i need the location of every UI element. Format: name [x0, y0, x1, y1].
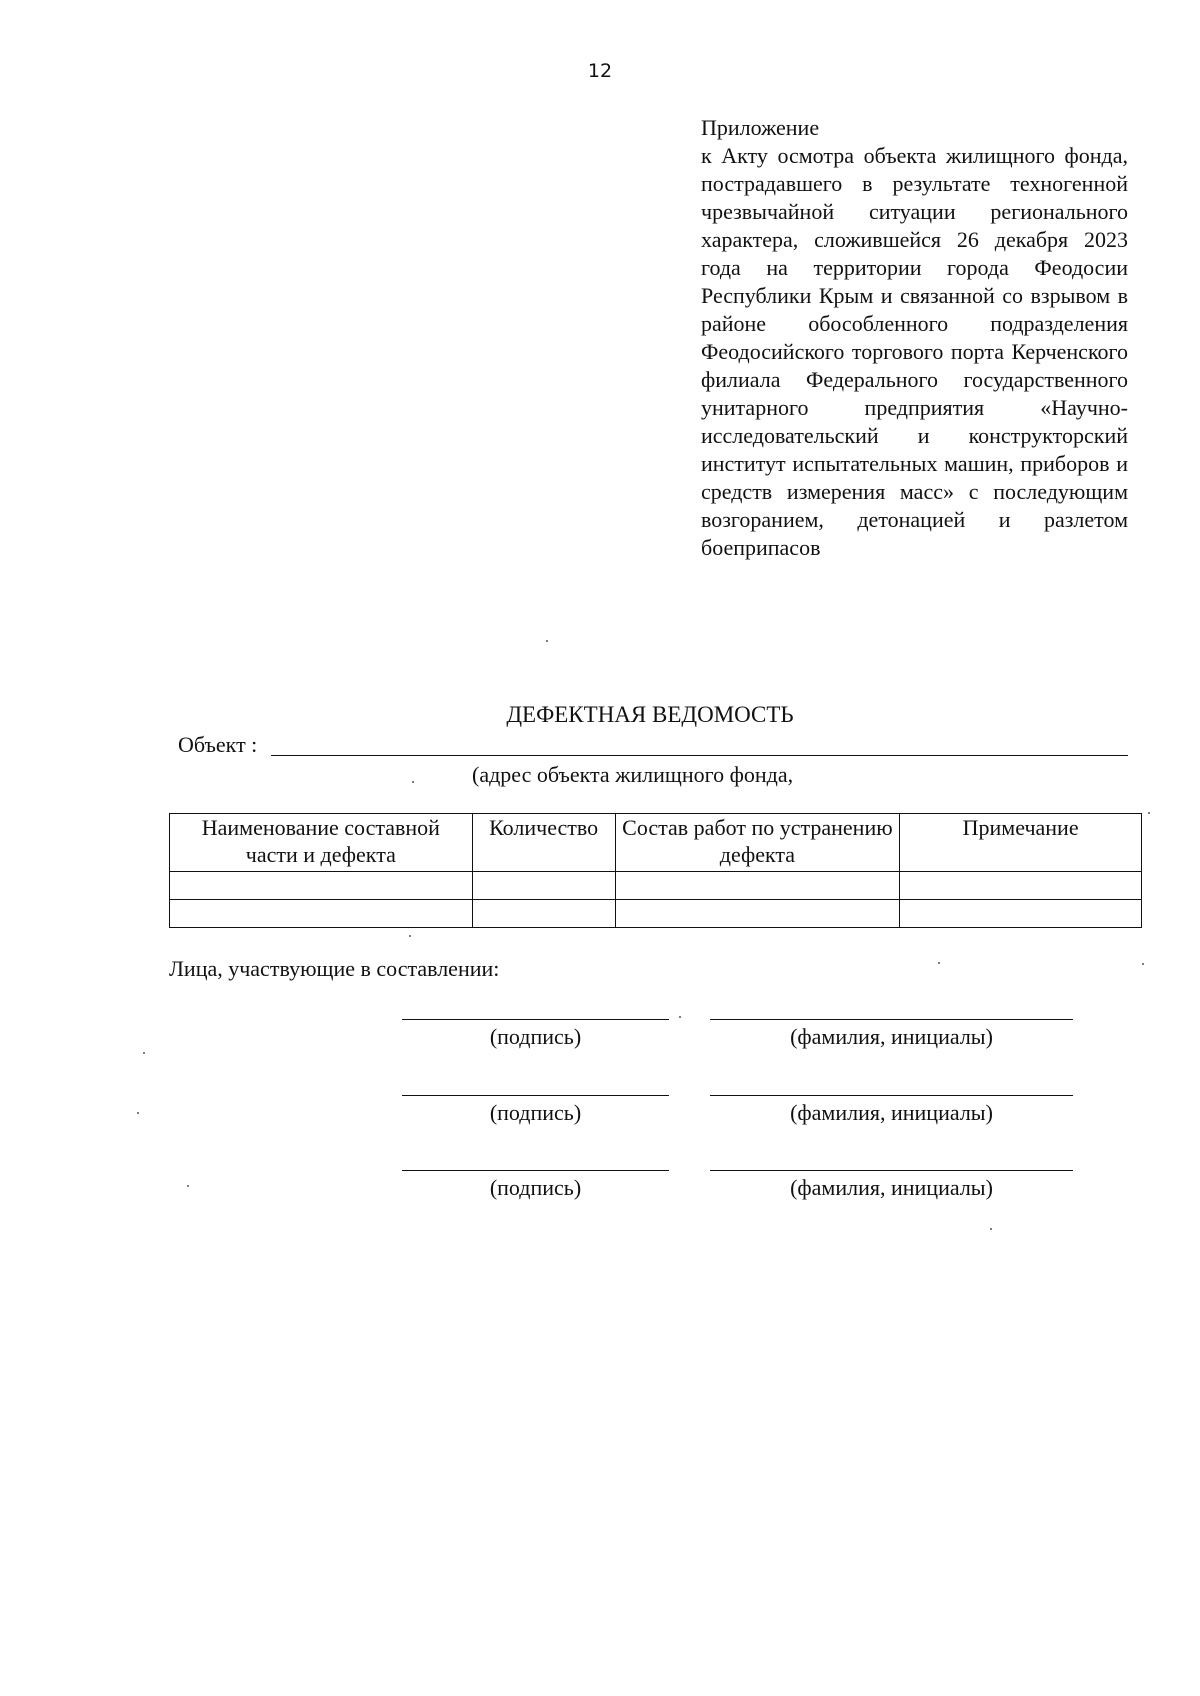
table-row [170, 872, 1142, 900]
table-cell[interactable] [900, 872, 1142, 900]
object-address-field[interactable] [271, 755, 1128, 756]
table-cell[interactable] [170, 872, 473, 900]
header-note: Примечание [900, 814, 1142, 872]
object-address-caption: (адрес объекта жилищного фонда, [472, 762, 794, 787]
object-row [178, 732, 1128, 762]
appendix-title: Приложение [701, 115, 820, 140]
defects-table [169, 813, 1142, 928]
header-work-scope: Состав работ по устранению дефекта [615, 814, 900, 872]
object-label: Объект : [178, 732, 258, 757]
signature-line[interactable] [402, 1095, 669, 1096]
name-line[interactable] [710, 1095, 1073, 1096]
scan-speck [409, 935, 411, 937]
table-cell[interactable] [900, 900, 1142, 928]
header-quantity: Количество [472, 814, 615, 872]
scan-speck [679, 1016, 681, 1018]
scan-speck [1142, 963, 1144, 965]
page-number: 12 [587, 60, 613, 82]
table-row [170, 900, 1142, 928]
signature-caption: (подпись) [489, 1100, 582, 1125]
table-cell[interactable] [615, 872, 900, 900]
scan-speck [143, 1052, 145, 1054]
name-caption: (фамилия, инициалы) [790, 1024, 993, 1049]
participants-label: Лица, участвующие в составлении: [169, 956, 500, 981]
table-cell[interactable] [170, 900, 473, 928]
scan-speck [187, 1185, 189, 1187]
appendix-text: к Акту осмотра объекта жилищного фонда, пострадавшего в результате техногенной чрезвычайной ситуации регионального характера, сложившейся 26 декабря 2023 года на территории города Феодосии Республики Крым и связанной со взрывом в районе обособленного подразделения Феодосийского торгового порта Керченского филиала Федерального государственного унитарного предприятия «Научно-исследовательский и конструкторский институт испытательных машин, приборов и средств измерения масс» с последующим возгоранием, детонацией и разлетом боеприпасов [701, 143, 1128, 560]
name-line[interactable] [710, 1170, 1073, 1171]
signature-caption: (подпись) [489, 1024, 582, 1049]
scan-speck [938, 962, 940, 964]
appendix-block [701, 114, 1128, 562]
signature-line[interactable] [402, 1170, 669, 1171]
scan-speck [137, 1112, 139, 1114]
scan-speck [1148, 812, 1150, 814]
name-caption: (фамилия, инициалы) [790, 1175, 993, 1200]
signature-line[interactable] [402, 1019, 669, 1020]
document-title: ДЕФЕКТНАЯ ВЕДОМОСТЬ [506, 702, 794, 727]
scan-speck [412, 781, 414, 783]
scan-speck [990, 1228, 992, 1230]
name-caption: (фамилия, инициалы) [790, 1100, 993, 1125]
table-header-row [170, 814, 1142, 872]
name-line[interactable] [710, 1019, 1073, 1020]
table-cell[interactable] [472, 872, 615, 900]
table-cell[interactable] [615, 900, 900, 928]
header-component-defect: Наименование составной части и дефекта [170, 814, 473, 872]
table-cell[interactable] [472, 900, 615, 928]
signature-caption: (подпись) [489, 1175, 582, 1200]
scan-speck [546, 640, 548, 642]
